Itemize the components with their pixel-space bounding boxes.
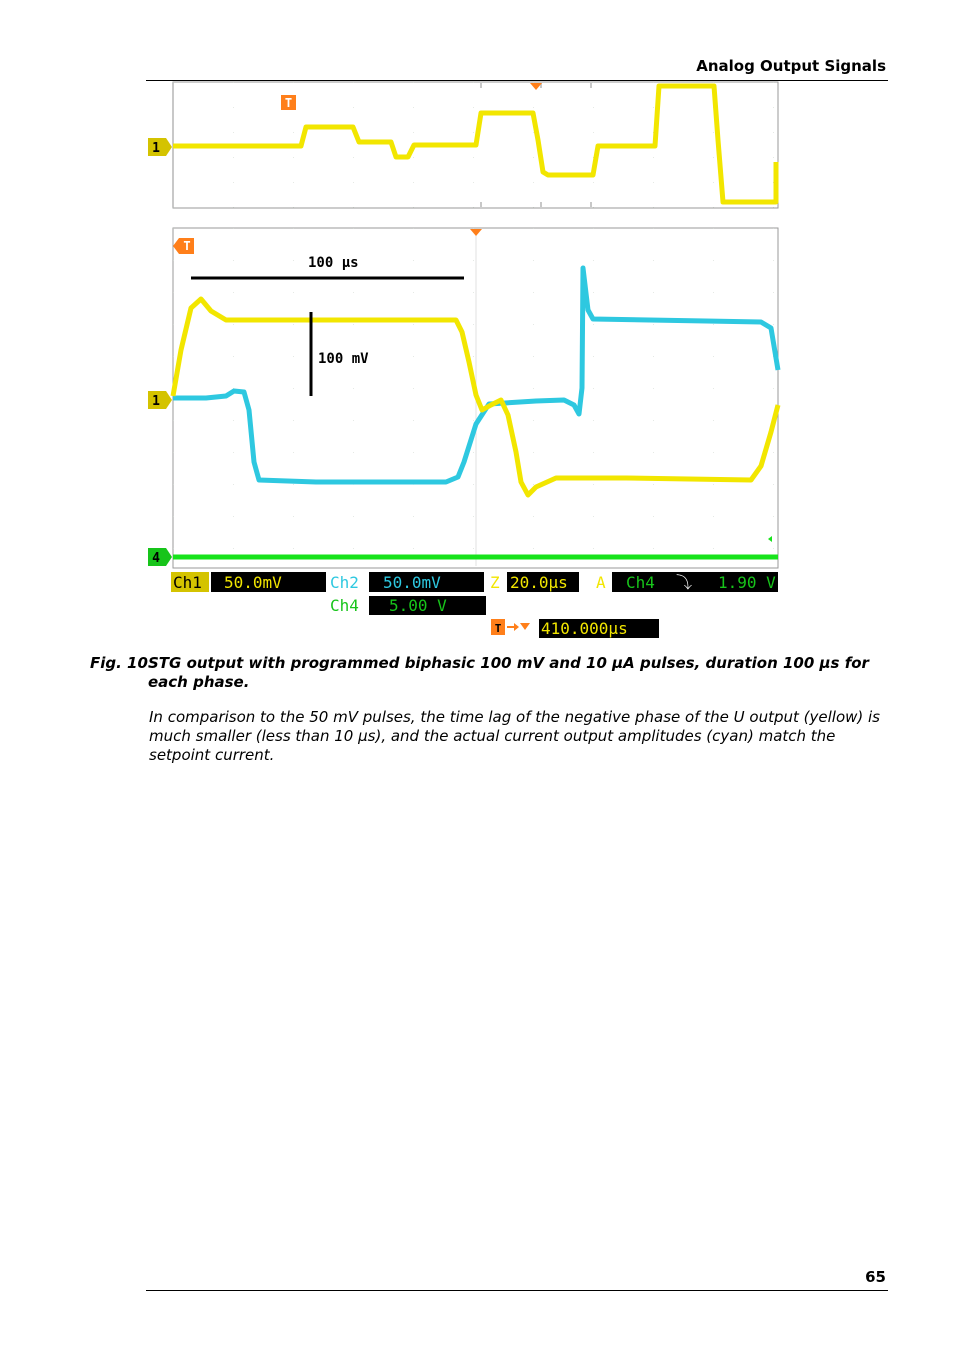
oscilloscope-figure bbox=[146, 80, 786, 645]
footer-rule bbox=[146, 1290, 888, 1291]
svg-text:4: 4 bbox=[152, 551, 160, 566]
time-span-label: 100 µs bbox=[308, 255, 359, 271]
body-paragraph: In comparison to the 50 mV pulses, the time lag of the negative phase of the U output (yellow) is much smaller (less than 10 µs), and the actual current output amplitudes (cyan) match the setpoint current. bbox=[149, 708, 880, 764]
overview-trigger-marker bbox=[281, 95, 296, 110]
figure-number: Fig. 10 bbox=[90, 654, 148, 672]
svg-text:1: 1 bbox=[152, 394, 160, 409]
svg-text:Ch4: Ch4 bbox=[626, 573, 655, 592]
ch4-marker bbox=[148, 548, 172, 566]
svg-text:Ch2: Ch2 bbox=[330, 573, 359, 592]
svg-text:T: T bbox=[284, 96, 293, 110]
svg-text:T: T bbox=[494, 622, 502, 635]
svg-text:T: T bbox=[183, 239, 191, 253]
svg-text:1: 1 bbox=[152, 141, 160, 156]
overview-window bbox=[148, 82, 778, 208]
readout-zoom bbox=[490, 572, 579, 592]
svg-text:Ch1: Ch1 bbox=[173, 573, 202, 592]
readout-ch2 bbox=[330, 572, 484, 592]
main-scope-window bbox=[148, 228, 778, 568]
readout-trigger-position bbox=[491, 619, 659, 638]
running-header: Analog Output Signals bbox=[696, 57, 886, 75]
page-number: 65 bbox=[865, 1268, 886, 1286]
caption-line-1: STG output with programmed biphasic 100 mV and 10 µA pulses, duration 100 µs for bbox=[148, 654, 869, 672]
svg-text:5.00 V: 5.00 V bbox=[389, 596, 447, 615]
figure-caption bbox=[90, 654, 880, 692]
svg-text:⤵: ⤵ bbox=[676, 573, 693, 592]
readout-trigger bbox=[596, 572, 778, 592]
amplitude-label: 100 mV bbox=[318, 351, 369, 367]
svg-text:20.0µs: 20.0µs bbox=[510, 573, 568, 592]
svg-text:50.0mV: 50.0mV bbox=[224, 573, 282, 592]
svg-text:410.000µs: 410.000µs bbox=[541, 619, 628, 638]
caption-line-2: each phase. bbox=[148, 673, 250, 691]
svg-text:A: A bbox=[596, 573, 606, 592]
svg-text:Z: Z bbox=[490, 573, 500, 592]
svg-text:Ch4: Ch4 bbox=[330, 596, 359, 615]
overview-ch1-marker bbox=[148, 138, 172, 156]
svg-text:50.0mV: 50.0mV bbox=[383, 573, 441, 592]
readout-ch1 bbox=[171, 572, 326, 592]
ch1-marker bbox=[148, 391, 172, 409]
readout-ch4 bbox=[330, 596, 486, 615]
svg-text:1.90 V: 1.90 V bbox=[718, 573, 776, 592]
